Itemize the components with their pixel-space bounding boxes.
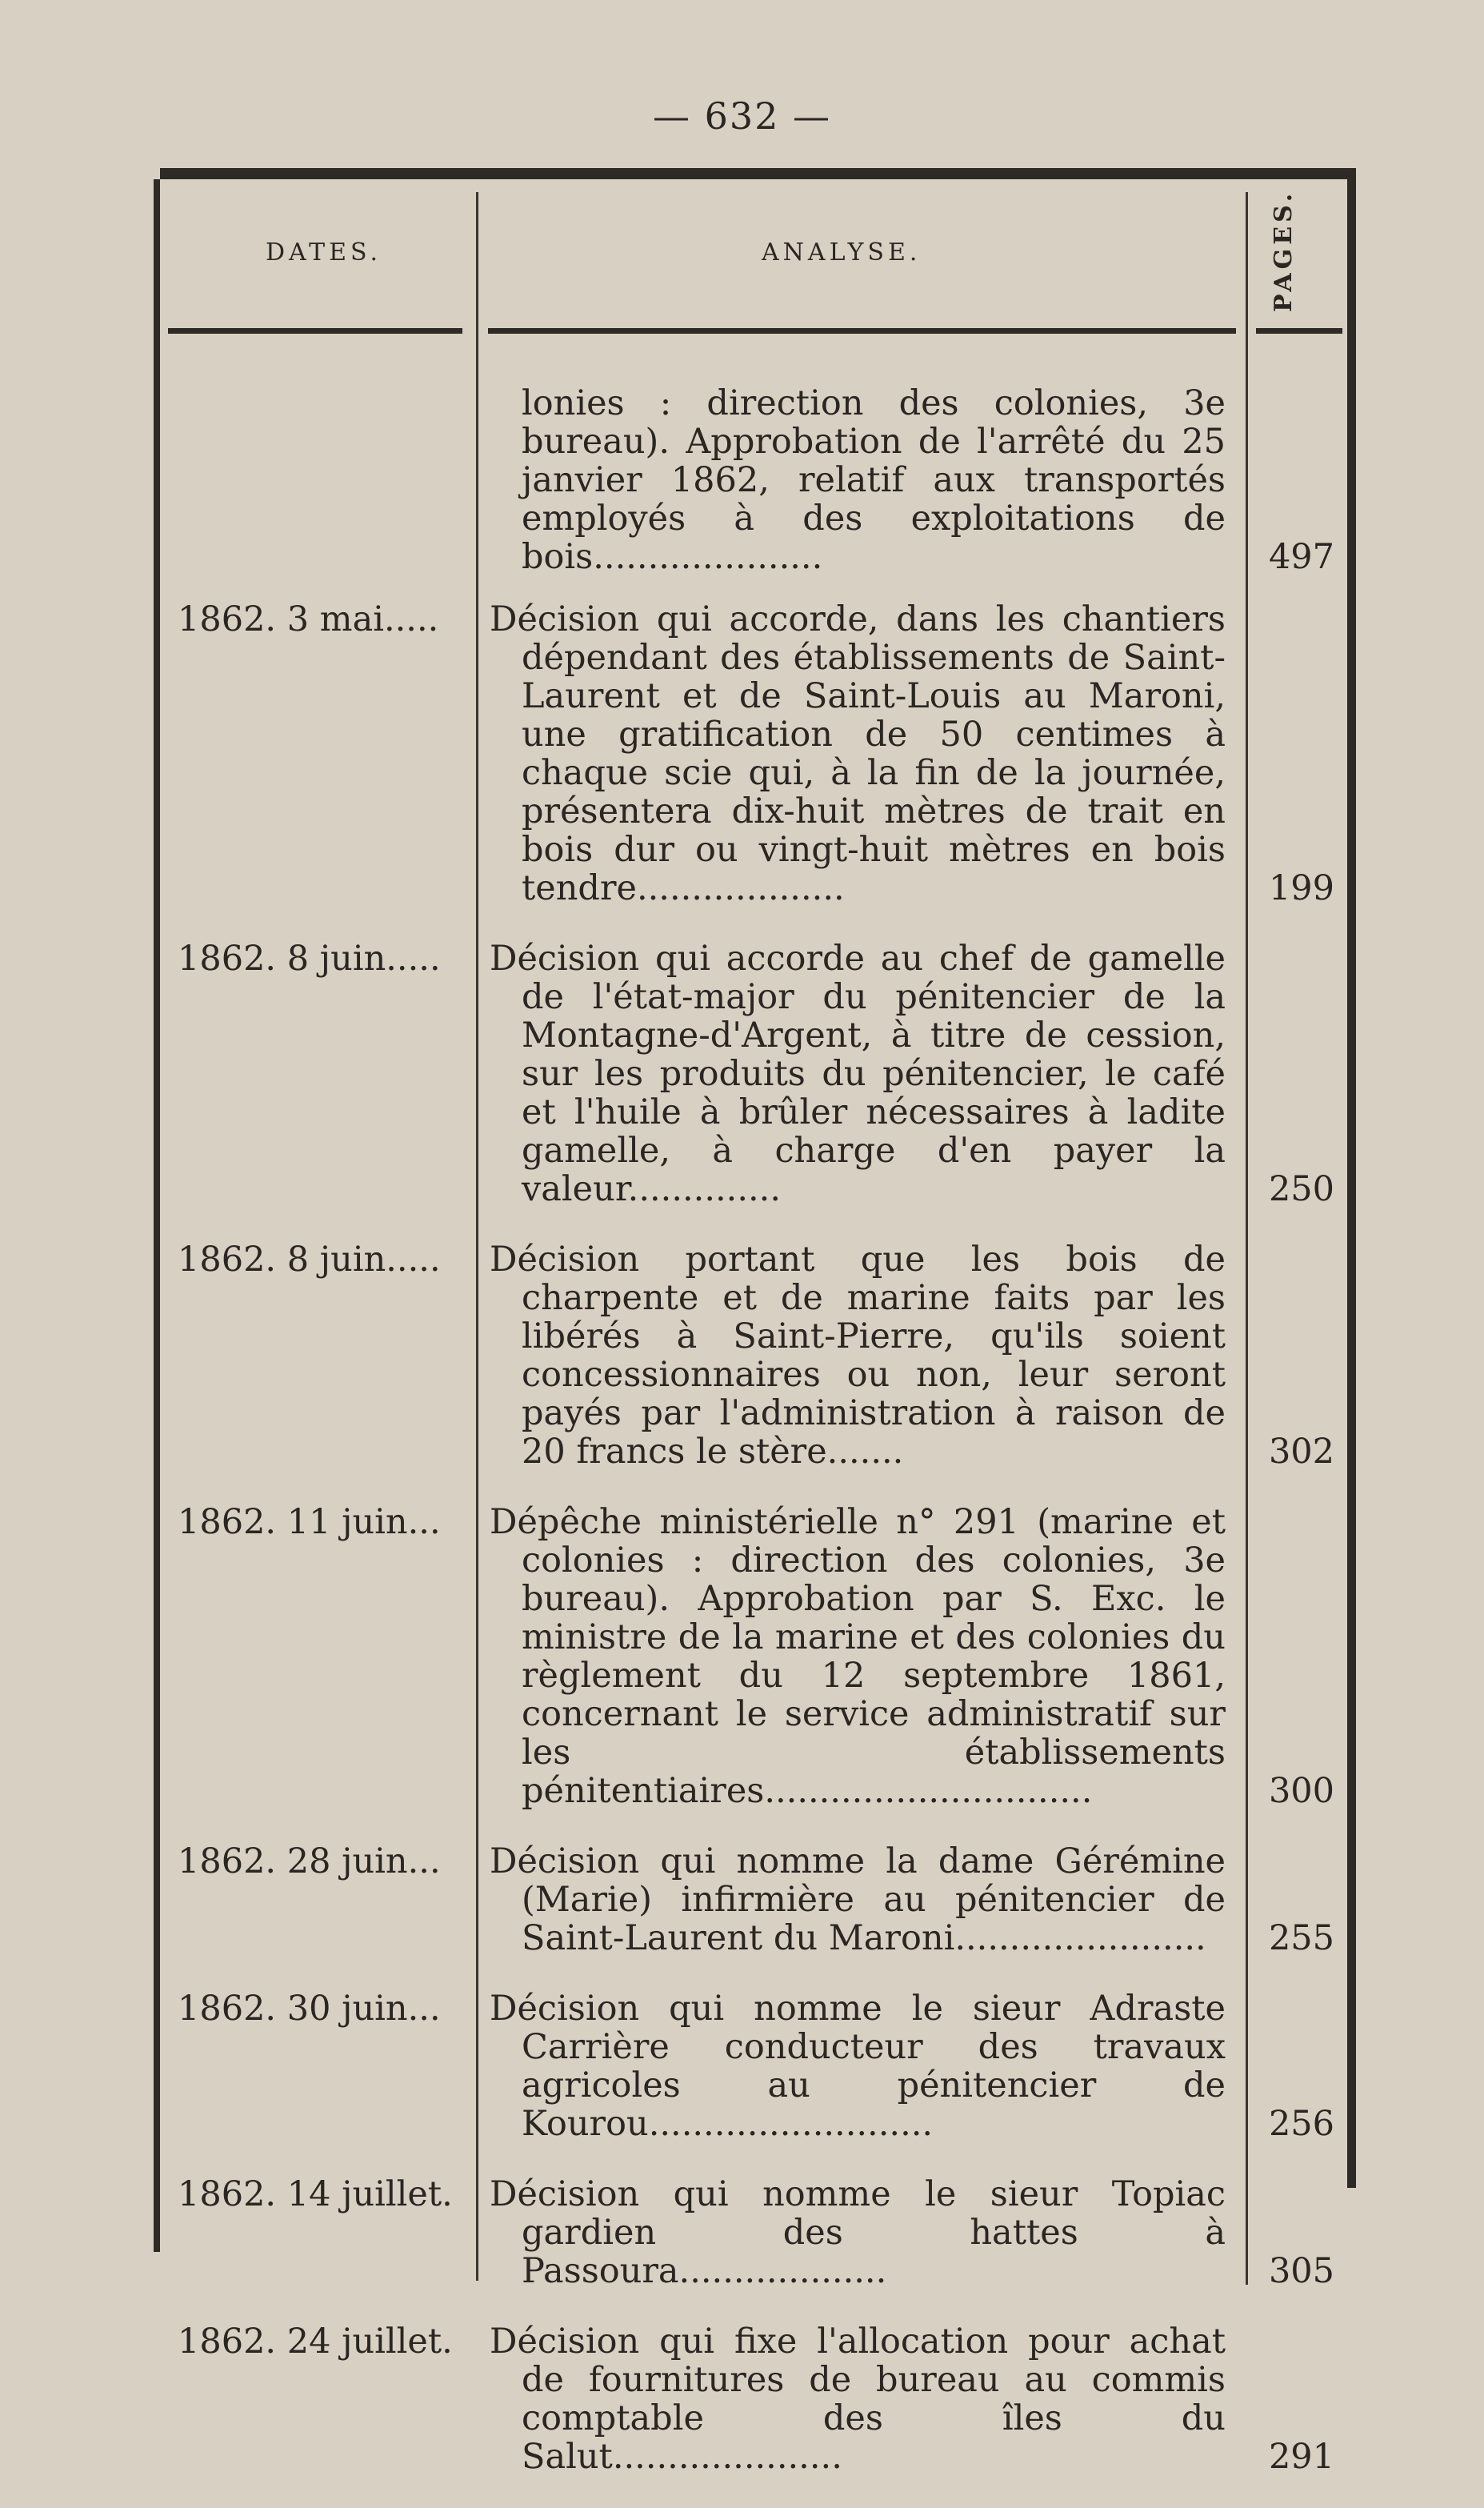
entry-date: 1862. 30 juin... <box>178 1989 441 2029</box>
entry-page: 256 <box>1268 2104 1335 2144</box>
entry-date: 1862. 8 juin..... <box>178 1240 441 1280</box>
header-rule-dates <box>168 328 462 334</box>
entry-analysis: Décision qui nomme le sieur Adraste Carrière conducteur des travaux agricoles au pénitencier de Kourou.......................... <box>490 1989 1226 2144</box>
entry-row <box>154 1842 1362 1957</box>
page-number: — 632 — <box>652 94 832 138</box>
header-dates: DATES. <box>266 238 382 266</box>
header-rule-pages <box>1256 328 1342 334</box>
entry-page: 302 <box>1268 1432 1335 1472</box>
entry-date: 1862. 3 mai..... <box>178 599 439 639</box>
entry-page: 199 <box>1268 868 1335 908</box>
entry-date: 1862. 14 juillet. <box>178 2174 453 2214</box>
header-pages: PAGES. <box>1270 189 1298 312</box>
header-rule-analyse <box>488 328 1236 334</box>
entry-analysis: lonies : direction des colonies, 3e bureau). Approbation de l'arrêté du 25 janvier 1862, relatif aux transportés employés à des exploitations de bois..................... <box>522 383 1226 577</box>
entry-row <box>154 600 1362 907</box>
entry-analysis: Décision qui nomme la dame Gérémine (Marie) infirmière au pénitencier de Saint-Laurent du Maroni....................... <box>490 1841 1226 1958</box>
entry-row <box>154 1989 1362 2143</box>
entry-page: 300 <box>1268 1771 1335 1811</box>
entry-page: 291 <box>1268 2437 1335 2477</box>
entry-analysis: Décision qui accorde, dans les chantiers dépendant des établissements de Saint-Laurent et de Saint-Louis au Maroni, une gratification de 50 centimes à chaque scie qui, à la fin de la journée, présentera dix-huit mètres de trait en bois dur ou vingt-huit mètres en bois tendre................... <box>490 599 1226 908</box>
entry-date: 1862. 11 juin... <box>178 1502 441 1542</box>
entry-date: 1862. 28 juin... <box>178 1841 441 1881</box>
entry-row <box>154 1503 1362 1810</box>
entry-analysis: Décision portant que les bois de charpente et de marine faits par les libérés à Saint-Pierre, qu'ils soient concessionnaires ou non, leur seront payés par l'administration à raison de 20 francs le stère....... <box>490 1240 1226 1472</box>
entry-analysis: Décision qui nomme le sieur Topiac gardien des hattes à Passoura................... <box>490 2174 1226 2291</box>
entry-date: 1862. 8 juin..... <box>178 939 441 979</box>
entry-row <box>154 384 1362 576</box>
header-analyse: ANALYSE. <box>762 238 922 266</box>
entry-row <box>154 939 1362 1208</box>
entry-row <box>154 1240 1362 1471</box>
entry-analysis: Décision qui accorde au chef de gamelle de l'état-major du pénitencier de la Montagne-d'Argent, à titre de cession, sur les produits du pénitencier, le café et l'huile à brûler nécessaires à ladite gamelle, à charge d'en payer la valeur.............. <box>490 939 1226 1209</box>
top-rule <box>160 168 1356 179</box>
entry-date: 1862. 24 juillet. <box>178 2322 453 2362</box>
entry-page: 497 <box>1268 537 1335 577</box>
entry-analysis: Décision qui fixe l'allocation pour achat de fournitures de bureau au commis comptable des îles du Salut..................... <box>490 2322 1226 2477</box>
entry-analysis: Dépêche ministérielle n° 291 (marine et colonies : direction des colonies, 3e bureau). Approbation par S. Exc. le ministre de la marine et des colonies du règlement du 12 septembre 1861, concernant le service administratif sur les établissements pénitentiaires.............................. <box>490 1502 1226 1811</box>
entry-row <box>154 2322 1362 2476</box>
entry-page: 255 <box>1268 1918 1335 1958</box>
entry-page: 305 <box>1268 2251 1335 2291</box>
entry-page: 250 <box>1268 1169 1335 1209</box>
entry-row <box>154 2175 1362 2290</box>
entries-list <box>154 384 1362 2508</box>
index-table <box>154 168 1362 2477</box>
